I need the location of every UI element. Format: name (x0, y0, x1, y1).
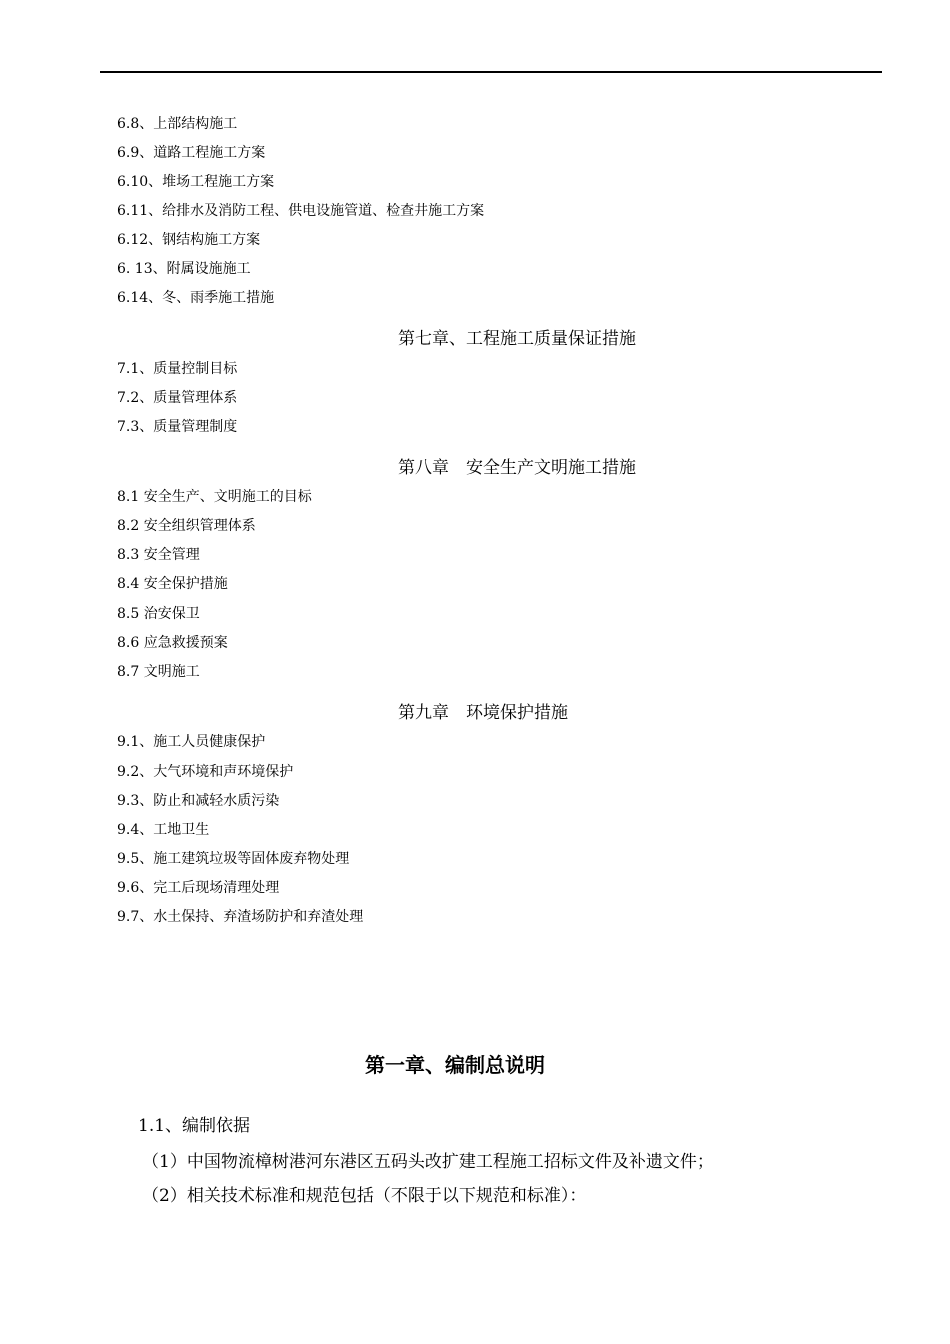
toc-item-7-1: 7.1、质量控制目标 (117, 361, 238, 377)
toc-item-8-4: 8.4 安全保护措施 (117, 576, 228, 592)
section-1-1-heading: 1.1、编制依据 (138, 1116, 251, 1136)
header-rule (100, 71, 882, 73)
toc-item-7-2: 7.2、质量管理体系 (117, 390, 238, 406)
toc-item-9-6: 9.6、完工后现场清理处理 (117, 880, 280, 896)
chapter-1-title: 第一章、编制总说明 (365, 1053, 545, 1077)
toc-item-8-3: 8.3 安全管理 (117, 547, 200, 563)
toc-item-9-1: 9.1、施工人员健康保护 (117, 734, 266, 750)
toc-chapter-9-heading: 第九章 环境保护措施 (398, 703, 568, 723)
toc-item-6-8: 6.8、上部结构施工 (117, 116, 238, 132)
toc-item-6-14: 6.14、冬、雨季施工措施 (117, 290, 275, 306)
toc-chapter-7-heading: 第七章、工程施工质量保证措施 (398, 329, 636, 349)
toc-chapter-8-heading: 第八章 安全生产文明施工措施 (398, 458, 636, 478)
toc-item-9-4: 9.4、工地卫生 (117, 822, 210, 838)
basis-item-1: （1）中国物流樟树港河东港区五码头改扩建工程施工招标文件及补遗文件； (142, 1152, 714, 1172)
toc-item-8-2: 8.2 安全组织管理体系 (117, 518, 256, 534)
toc-item-6-11: 6.11、给排水及消防工程、供电设施管道、检查井施工方案 (117, 203, 485, 219)
toc-item-9-5: 9.5、施工建筑垃圾等固体废弃物处理 (117, 851, 350, 867)
toc-item-9-2: 9.2、大气环境和声环境保护 (117, 764, 294, 780)
toc-item-8-1: 8.1 安全生产、文明施工的目标 (117, 489, 312, 505)
toc-item-9-7: 9.7、水土保持、弃渣场防护和弃渣处理 (117, 909, 364, 925)
toc-item-7-3: 7.3、质量管理制度 (117, 419, 238, 435)
toc-item-9-3: 9.3、防止和减轻水质污染 (117, 793, 280, 809)
basis-item-2: （2）相关技术标准和规范包括（不限于以下规范和标准）： (142, 1186, 587, 1206)
toc-item-6-10: 6.10、堆场工程施工方案 (117, 174, 275, 190)
toc-item-8-6: 8.6 应急救援预案 (117, 635, 228, 651)
toc-item-6-13: 6. 13、附属设施施工 (117, 261, 251, 277)
toc-item-6-12: 6.12、钢结构施工方案 (117, 232, 261, 248)
toc-item-6-9: 6.9、道路工程施工方案 (117, 145, 266, 161)
toc-item-8-7: 8.7 文明施工 (117, 664, 200, 680)
toc-item-8-5: 8.5 治安保卫 (117, 606, 200, 622)
